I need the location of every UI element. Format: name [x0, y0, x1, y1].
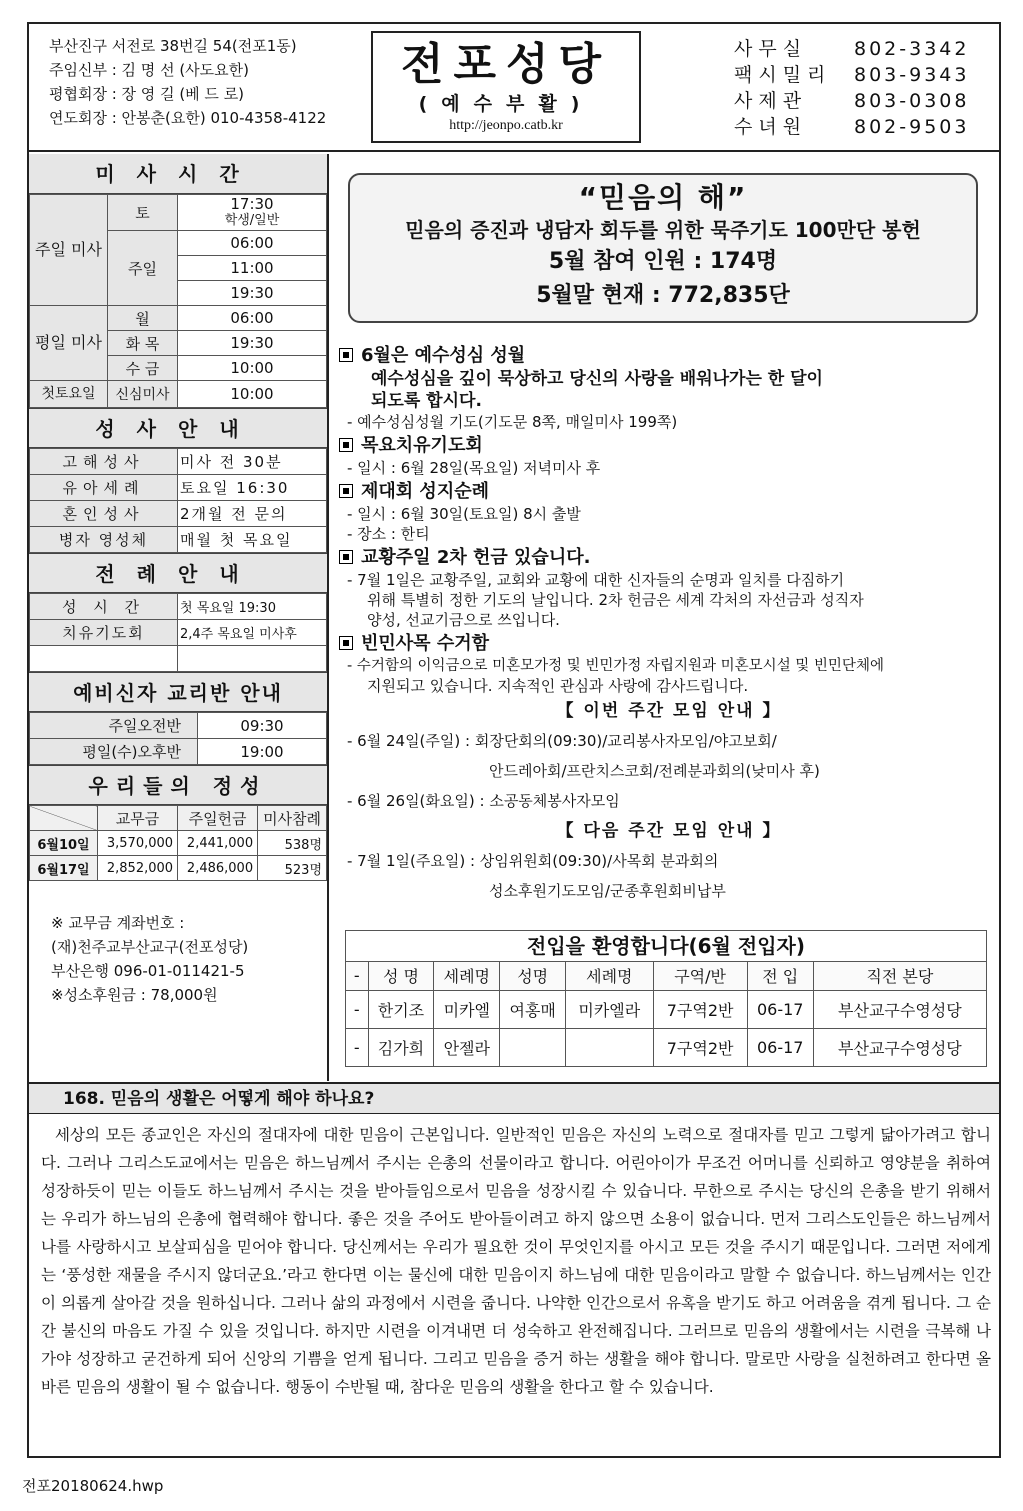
sacrament-value: 매월 첫 목요일 [178, 527, 327, 553]
table-cell: 부산교구수영성당 [813, 990, 986, 1028]
contact-row [734, 36, 969, 62]
sun-time: 19:30 [178, 281, 327, 306]
meeting-line: - 6월 24일(주일) : 회장단회의(09:30)/교리봉사자모임/야고보회/ [347, 732, 777, 750]
weekday-time: 10:00 [178, 356, 327, 381]
sunday-mass-label: 주일 미사 [30, 195, 108, 306]
sacrament-name: 혼인성사 [30, 501, 178, 527]
table-cell: 안젤라 [434, 1028, 500, 1066]
notice-line: 양성, 선교기금으로 쓰입니다. [367, 611, 560, 629]
sacraments-heading: 성사안내 [29, 408, 327, 448]
notice-title [339, 480, 999, 504]
checkbox-icon [339, 348, 353, 362]
faith-total: 5월말 현재 : 772,835단 [536, 283, 790, 308]
contact-list [734, 36, 969, 140]
notice-line: 지원되고 있습니다. 지속적인 관심과 사랑에 감사드립니다. [367, 677, 749, 695]
liturgy-value: 첫 목요일 19:30 [178, 594, 327, 620]
contact-label: 수녀원 [734, 116, 808, 138]
welcome-heading: 전입을 환영합니다(6월 전입자) [346, 931, 986, 962]
column-header: 세례명 [434, 962, 500, 990]
notice-line: - 예수성심성월 기도(기도문 8쪽, 매일미사 199쪽) [347, 413, 678, 431]
welcome-box [345, 930, 987, 1067]
table-cell [500, 1028, 566, 1066]
table-cell: 한기조 [368, 990, 434, 1028]
account-info [29, 881, 327, 1007]
sacrament-value: 토요일 16:30 [178, 475, 327, 501]
sun-time: 11:00 [178, 256, 327, 281]
contact-row [734, 62, 969, 88]
notice-line: 위해 특별히 정한 기도의 날입니다. 2차 헌금은 세계 각처의 자선금과 성직자 [367, 591, 864, 609]
column-header: 성명 [500, 962, 566, 990]
offering-value: 3,570,000 [98, 831, 178, 856]
year-of-faith-box [348, 173, 978, 323]
column-header: 직전 본당 [813, 962, 986, 990]
class-time: 19:00 [198, 739, 327, 765]
liturgy-value: 2,4주 목요일 미사후 [178, 620, 327, 646]
notice-bold: 예수성심을 깊이 묵상하고 당신의 사랑을 배워나가는 한 달이 [371, 369, 823, 389]
left-column [29, 154, 329, 1081]
notice-title [339, 344, 999, 368]
right-column [331, 154, 999, 1081]
notice-line: - 수거함의 이익금으로 미혼모가정 및 빈민가정 자립지원과 미혼모시설 및 빈민단체에 [347, 658, 884, 674]
table-row [346, 990, 986, 1028]
notice-title [339, 632, 999, 656]
qa-heading: 168. 믿음의 생활은 어떻게 해야 하나요? [29, 1082, 999, 1114]
mass-heading: 미사시간 [29, 154, 327, 194]
diagonal-cell [30, 806, 98, 831]
offering-value: 523명 [258, 856, 327, 881]
meeting-line: 성소후원기도모임/군종후원회비납부 [489, 882, 726, 900]
faith-line: 믿음의 증진과 냉담자 회두를 위한 묵주기도 100만단 봉헌 [405, 218, 921, 242]
offering-date: 6월10일 [30, 831, 98, 856]
pastor: 주임신부 : 김 명 선 (사도요한) [49, 61, 249, 79]
sacrament-value: 2개월 전 문의 [178, 501, 327, 527]
qa-body: 세상의 모든 종교인은 자신의 절대자에 대한 믿음이 근본입니다. 일반적인 믿음은 자신의 노력으로 절대자를 믿고 그렇게 닮아가려고 합니다. 그러나 그리스도교에서는 믿음은 하느님께서 주시는 은총의 선물이라고 합니다. 어린아이가 무조건 어머니를 신뢰하고 영양분을 취하여 성장하듯이 믿는 이들도 하느님께서 주시는 것을 받아들임으로서 믿음을 성장시킬 수 있습니다. 무한으로 주시는 당신의 은총을 받기 위해서는 우리가 하느님의 은총에 협력해야 합니다. 좋은 것을 주어도 받아들이려고 하지 않으면 소용이 없습니다. 먼저 그리스도인들은 하느님께서 나를 사랑하시고 보살피심을 믿어야 합니다. 당신께서는 우리가 필요한 것이 무엇인지를 아시고 모든 것을 주시기 때문입니다. 그러면 저에게는 ‘풍성한 재물을 주시지 않더군요.’라고 한다면 이는 물신에 대한 믿음이지 하느님에 대한 믿음이라고 말할 수 없습니다. 하느님께서는 인간이 의롭게 살아갈 것을 원하십니다. 그러나 삶의 과정에서 시련을 줍니다. 나약한 인간으로서 유혹을 받기도 하고 어려움을 겪게 됩니다. 그 순간 불신의 마음도 가질 수 있을 것입니다. 하지만 시련을 이겨내면 더 성숙하고 완전해집니다. 그러므로 믿음의 생활에서는 시련을 극복해 나가야 성장하고 굳건하게 되어 신앙의 기쁨을 얻게 됩니다. 그리고 믿음을 증거 하는 생활을 해야 합니다. 말로만 사랑을 실천하려고 한다면 올바른 믿음의 생활이 될 수 없습니다. 행동이 수반될 때, 참다운 믿음의 생활을 한다고 할 수 있습니다. [41, 1126, 992, 1396]
weekday-time: 06:00 [178, 306, 327, 331]
column-header: 구역/반 [653, 962, 747, 990]
table-cell: 김가희 [368, 1028, 434, 1066]
notice-line: - 장소 : 한티 [347, 525, 430, 543]
sun-label: 주일 [108, 231, 178, 306]
table-row [346, 1028, 986, 1066]
bulletin-header [29, 24, 999, 152]
contact-number: 802-3342 [854, 38, 970, 60]
parish-subtitle: (예수부활) [418, 93, 594, 115]
contact-number: 802-9503 [854, 116, 970, 138]
account-line: 부산은행 096-01-011421-5 [51, 962, 245, 980]
weekday-day: 수 금 [108, 356, 178, 381]
meeting-line: 안드레아회/프란치스코회/전례분과회의(낮미사 후) [489, 762, 820, 780]
account-line: ※ 교무금 계좌번호 : [51, 914, 185, 932]
offering-date: 6월17일 [30, 856, 98, 881]
time: 17:30 [230, 195, 274, 213]
empty-cell [178, 646, 327, 672]
council-president: 평협회장 : 장 영 길 (베 드 로) [49, 85, 245, 103]
table-cell: 미카엘라 [566, 990, 653, 1028]
offering-value: 2,486,000 [178, 856, 258, 881]
table-cell: 부산교구수영성당 [813, 1028, 986, 1066]
account-line: (재)천주교부산교구(전포성당) [51, 938, 249, 956]
meeting-line: - 7월 1일(주요일) : 상임위원회(09:30)/사목회 분과회의 [347, 852, 719, 870]
legion-president: 연도회장 : 안봉춘(요한) 010-4358-4122 [49, 109, 327, 127]
sat-time [178, 195, 327, 231]
weekday-mass-label: 평일 미사 [30, 306, 108, 381]
notice-title-text: 제대회 성지순례 [361, 481, 489, 502]
empty-cell [30, 646, 178, 672]
notice-title-text: 빈민사목 수거함 [361, 633, 489, 654]
weekday-day: 월 [108, 306, 178, 331]
class-name: 평일(수)오후반 [30, 739, 198, 765]
mass-schedule-table [29, 194, 327, 408]
offering-value: 2,441,000 [178, 831, 258, 856]
catechism-heading: 예비신자 교리반 안내 [29, 672, 327, 712]
first-sat-label: 첫토요일 [30, 381, 108, 408]
notice-title-text: 목요치유기도회 [361, 435, 483, 456]
address: 부산진구 서전로 38번길 54(전포1동) [49, 37, 297, 55]
parish-info [49, 34, 326, 130]
column-header: 주일헌금 [178, 806, 258, 831]
parish-title: 전포성당 [400, 39, 611, 90]
offering-value: 2,852,000 [98, 856, 178, 881]
offering-value: 538명 [258, 831, 327, 856]
contact-number: 803-9343 [854, 64, 970, 86]
account-line: ※성소후원금 : 78,000원 [51, 986, 218, 1004]
contact-number: 803-0308 [854, 90, 970, 112]
table-cell: 미카엘 [434, 990, 500, 1028]
sacrament-value: 미사 전 30분 [178, 449, 327, 475]
catechism-table [29, 712, 327, 765]
offerings-table [29, 805, 327, 881]
next-week-heading: 【 다음 주간 모임 안내 】 [556, 821, 782, 841]
table-row [30, 831, 327, 856]
column-header: 세례명 [566, 962, 653, 990]
faith-participants: 5월 참여 인원 : 174명 [548, 249, 778, 274]
contact-label: 사제관 [734, 90, 808, 112]
liturgy-name: 성 시 간 [30, 594, 178, 620]
column-header: 전 입 [747, 962, 813, 990]
notice-title-text: 6월은 예수성심 성월 [361, 345, 526, 366]
sat-label: 토 [108, 195, 178, 231]
contact-label: 사무실 [734, 38, 808, 60]
column-header: 미사참례 [258, 806, 327, 831]
table-row [30, 856, 327, 881]
notice-title [339, 434, 999, 458]
class-time: 09:30 [198, 713, 327, 739]
table-cell: - [346, 1028, 368, 1066]
note: 학생/일반 [224, 213, 280, 228]
checkbox-icon [339, 550, 353, 564]
parish-url[interactable]: http://jeonpo.catb.kr [449, 118, 563, 133]
sacraments-table [29, 448, 327, 553]
notice-line: - 7월 1일은 교황주일, 교회와 교황에 대한 신자들의 순명과 일치를 다짐하기 [347, 571, 845, 589]
liturgy-table [29, 593, 327, 672]
notice-title [339, 546, 999, 570]
table-cell: 06-17 [747, 1028, 813, 1066]
sacrament-name: 유아세례 [30, 475, 178, 501]
bulletin-page [27, 22, 1001, 1458]
table-cell: 여홍매 [500, 990, 566, 1028]
notice-bold: 되도록 합시다. [371, 391, 482, 411]
table-cell: 7구역2반 [653, 990, 747, 1028]
offerings-heading: 우리들의 정성 [29, 765, 327, 805]
liturgy-name: 치유기도회 [30, 620, 178, 646]
checkbox-icon [339, 438, 353, 452]
checkbox-icon [339, 636, 353, 650]
first-sat-day: 신심미사 [108, 381, 178, 408]
notice-line: - 일시 : 6월 28일(목요일) 저녁미사 후 [347, 459, 601, 477]
sacrament-name: 고해성사 [30, 449, 178, 475]
class-name: 주일오전반 [30, 713, 198, 739]
file-name: 전포20180624.hwp [22, 1477, 164, 1495]
sacrament-name: 병자 영성체 [30, 527, 178, 553]
table-cell [566, 1028, 653, 1066]
faith-title: “믿음의 해” [578, 181, 748, 214]
contact-row [734, 88, 969, 114]
weekday-time: 19:30 [178, 331, 327, 356]
meeting-line: - 6월 26일(화요일) : 소공동체봉사자모임 [347, 792, 620, 810]
column-header: 성 명 [368, 962, 434, 990]
notice-title-text: 교황주일 2차 헌금 있습니다. [361, 547, 591, 568]
welcome-table [346, 962, 986, 1066]
column-header: - [346, 962, 368, 990]
sun-time: 06:00 [178, 231, 327, 256]
first-sat-time: 10:00 [178, 381, 327, 408]
contact-label: 팩시밀리 [734, 64, 832, 86]
table-cell: 06-17 [747, 990, 813, 1028]
table-cell: - [346, 990, 368, 1028]
column-header: 교무금 [98, 806, 178, 831]
weekday-day: 화 목 [108, 331, 178, 356]
this-week-heading: 【 이번 주간 모임 안내 】 [556, 701, 782, 721]
title-box [371, 31, 641, 143]
notices [339, 342, 999, 906]
notice-line: - 일시 : 6월 30일(토요일) 8시 출발 [347, 505, 581, 523]
contact-row [734, 114, 969, 140]
liturgy-heading: 전례안내 [29, 553, 327, 593]
checkbox-icon [339, 484, 353, 498]
table-cell: 7구역2반 [653, 1028, 747, 1066]
